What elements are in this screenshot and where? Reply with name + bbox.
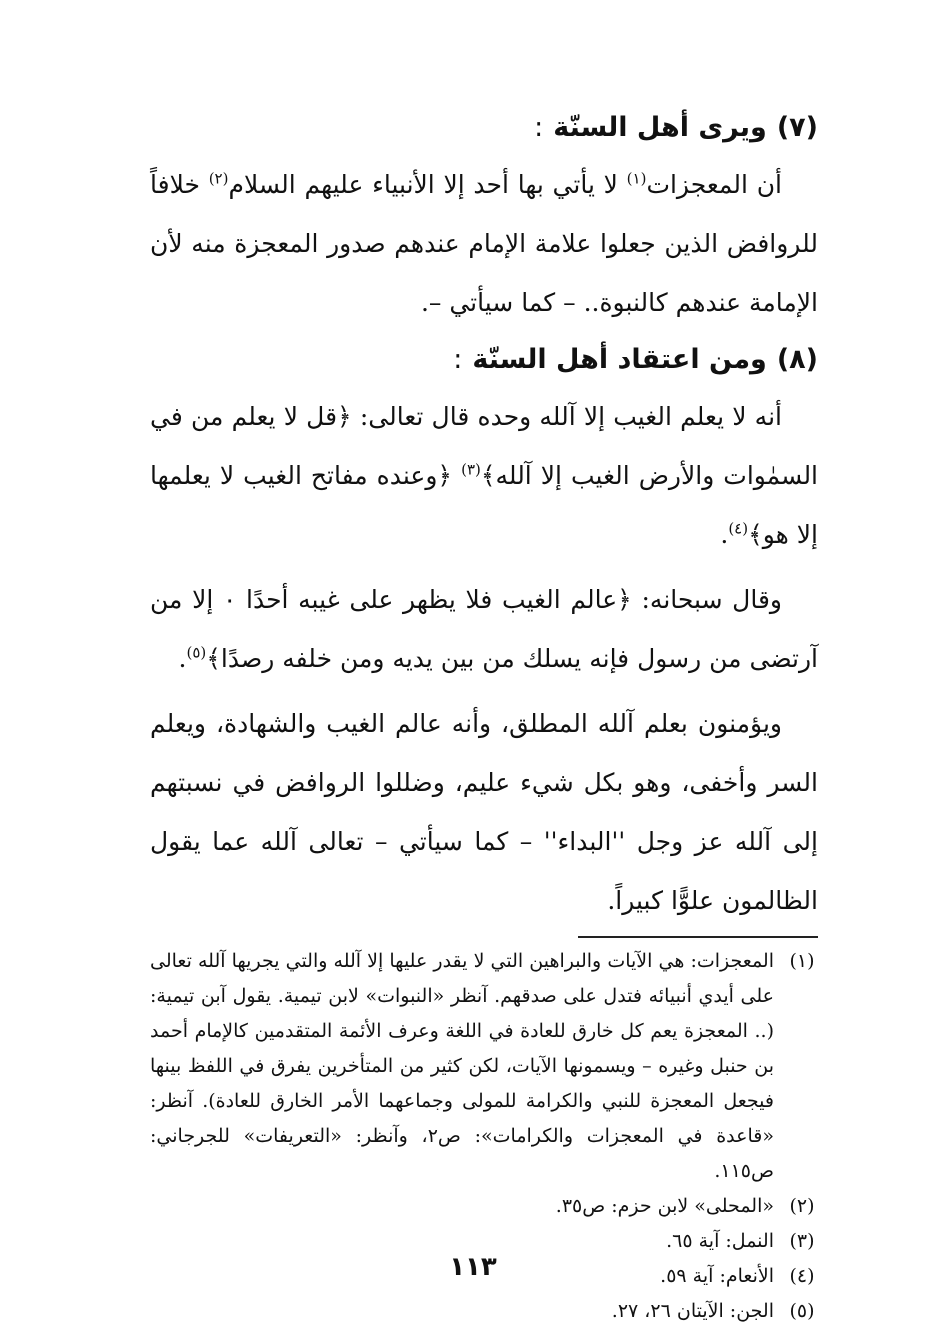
text-run: ﴿وعنده مفاتح الغيب لا يعلمها إلا هو﴾ <box>150 461 818 550</box>
footnote-text: المعجزات: هي الآيات والبراهين التي لا يقدر عليها إلا آلله والتي يجريها آلله تعالى على أيدي أنبيائه فتدل على صدقهم. آنظر «النبوات» لابن تيمية. يقول آبن تيمية: (.. المعجزة يعم كل خارق للعادة في اللغة وعرف الأئمة المتقدمين كالإمام أحمد بن حنبل وغيره – ويسمونها الآيات، لكن كثير من المتأخرين يفرق في اللفظ بينها فيجعل المعجزة للنبي والكرامة للمولى وجماعهما الأمر الخارق للعادة). آنظر: «قاعدة في المعجزات والكرامات»: ص٢، وآنظر: «التعريفات» للجرجاني: ص١١٥. <box>150 950 774 1183</box>
footnote-number: (٤) <box>789 1265 815 1288</box>
section-title: ومن اعتقاد أهل السنّة <box>472 344 767 376</box>
footnote-item <box>150 1294 818 1329</box>
text-run: . <box>720 520 729 550</box>
text-run: وقال سبحانه: ﴿عالم الغيب فلا يظهر على غيبه أحدًا ۰ إلا من آرتضى من رسول فإنه يسلك من بين يديه ومن خلفه رصدًا﴾ <box>150 585 818 674</box>
section-number: (٧) <box>776 112 818 143</box>
text-run: أن المعجزات <box>646 170 782 200</box>
page-body <box>150 100 819 1323</box>
section-colon: : <box>453 344 463 376</box>
footnote-text: «المحلى» لابن حزم: ص٣٥. <box>555 1195 774 1218</box>
section-number: (٨) <box>776 344 818 376</box>
footnote-number: (١) <box>789 950 815 973</box>
text-run: أنه لا يعلم الغيب إلا آلله وحده قال تعالى: ﴿قل لا يعلم من في السمٰوات والأرض الغيب إلا آلله﴾ <box>150 402 819 491</box>
footnote-text: الجن: الآيتان ٢٦، ٢٧. <box>611 1300 774 1323</box>
text-run: خلافاً للروافض الذين جعلوا علامة الإمام عندهم صدور المعجزة منه لأن الإمامة عندهم كالنبوة.. – كما سيأتي –. <box>150 170 818 318</box>
section-colon: : <box>534 112 544 143</box>
section-heading-7 <box>150 110 818 145</box>
footnote-ref: (٤) <box>728 519 749 538</box>
footnote-text: النمل: آية ٦٥. <box>666 1230 774 1253</box>
text-run: لا يأتي بها أحد إلا الأنبياء عليهم السلام <box>228 170 627 200</box>
paragraph-quote-jinn <box>150 570 818 688</box>
footnote-ref: (١) <box>626 169 647 188</box>
text-run: . <box>178 644 187 674</box>
page-number: ١١٣ <box>449 1252 497 1282</box>
footnote-ref: (٥) <box>186 643 207 662</box>
footnote-ref: (٢) <box>208 169 229 188</box>
footnote-number: (٥) <box>789 1300 815 1323</box>
footnote-text: الأنعام: آية ٥٩. <box>660 1265 774 1288</box>
footnote-item <box>150 944 818 1189</box>
footnote-ref: (٣) <box>461 460 481 479</box>
paragraph-knowledge: ويؤمنون بعلم آلله المطلق، وأنه عالم الغيب والشهادة، ويعلم السر وأخفى، وهو بكل شيء عليم، وضللوا الروافض في نسبتهم إلى آلله عز وجل ''البداء'' – كما سيأتي – تعالى آلله عما يقول الظالمون علوًّا كبيراً. <box>150 709 818 916</box>
footnote-number: (٣) <box>789 1230 815 1253</box>
section-title: ويرى أهل السنّة <box>553 112 767 143</box>
section-heading-8 <box>150 342 818 377</box>
footnote-item <box>150 1189 818 1224</box>
paragraph-miracles <box>150 155 818 332</box>
footnote-divider <box>578 936 818 938</box>
paragraph-unseen <box>150 387 818 564</box>
footnote-number: (٢) <box>789 1195 815 1218</box>
